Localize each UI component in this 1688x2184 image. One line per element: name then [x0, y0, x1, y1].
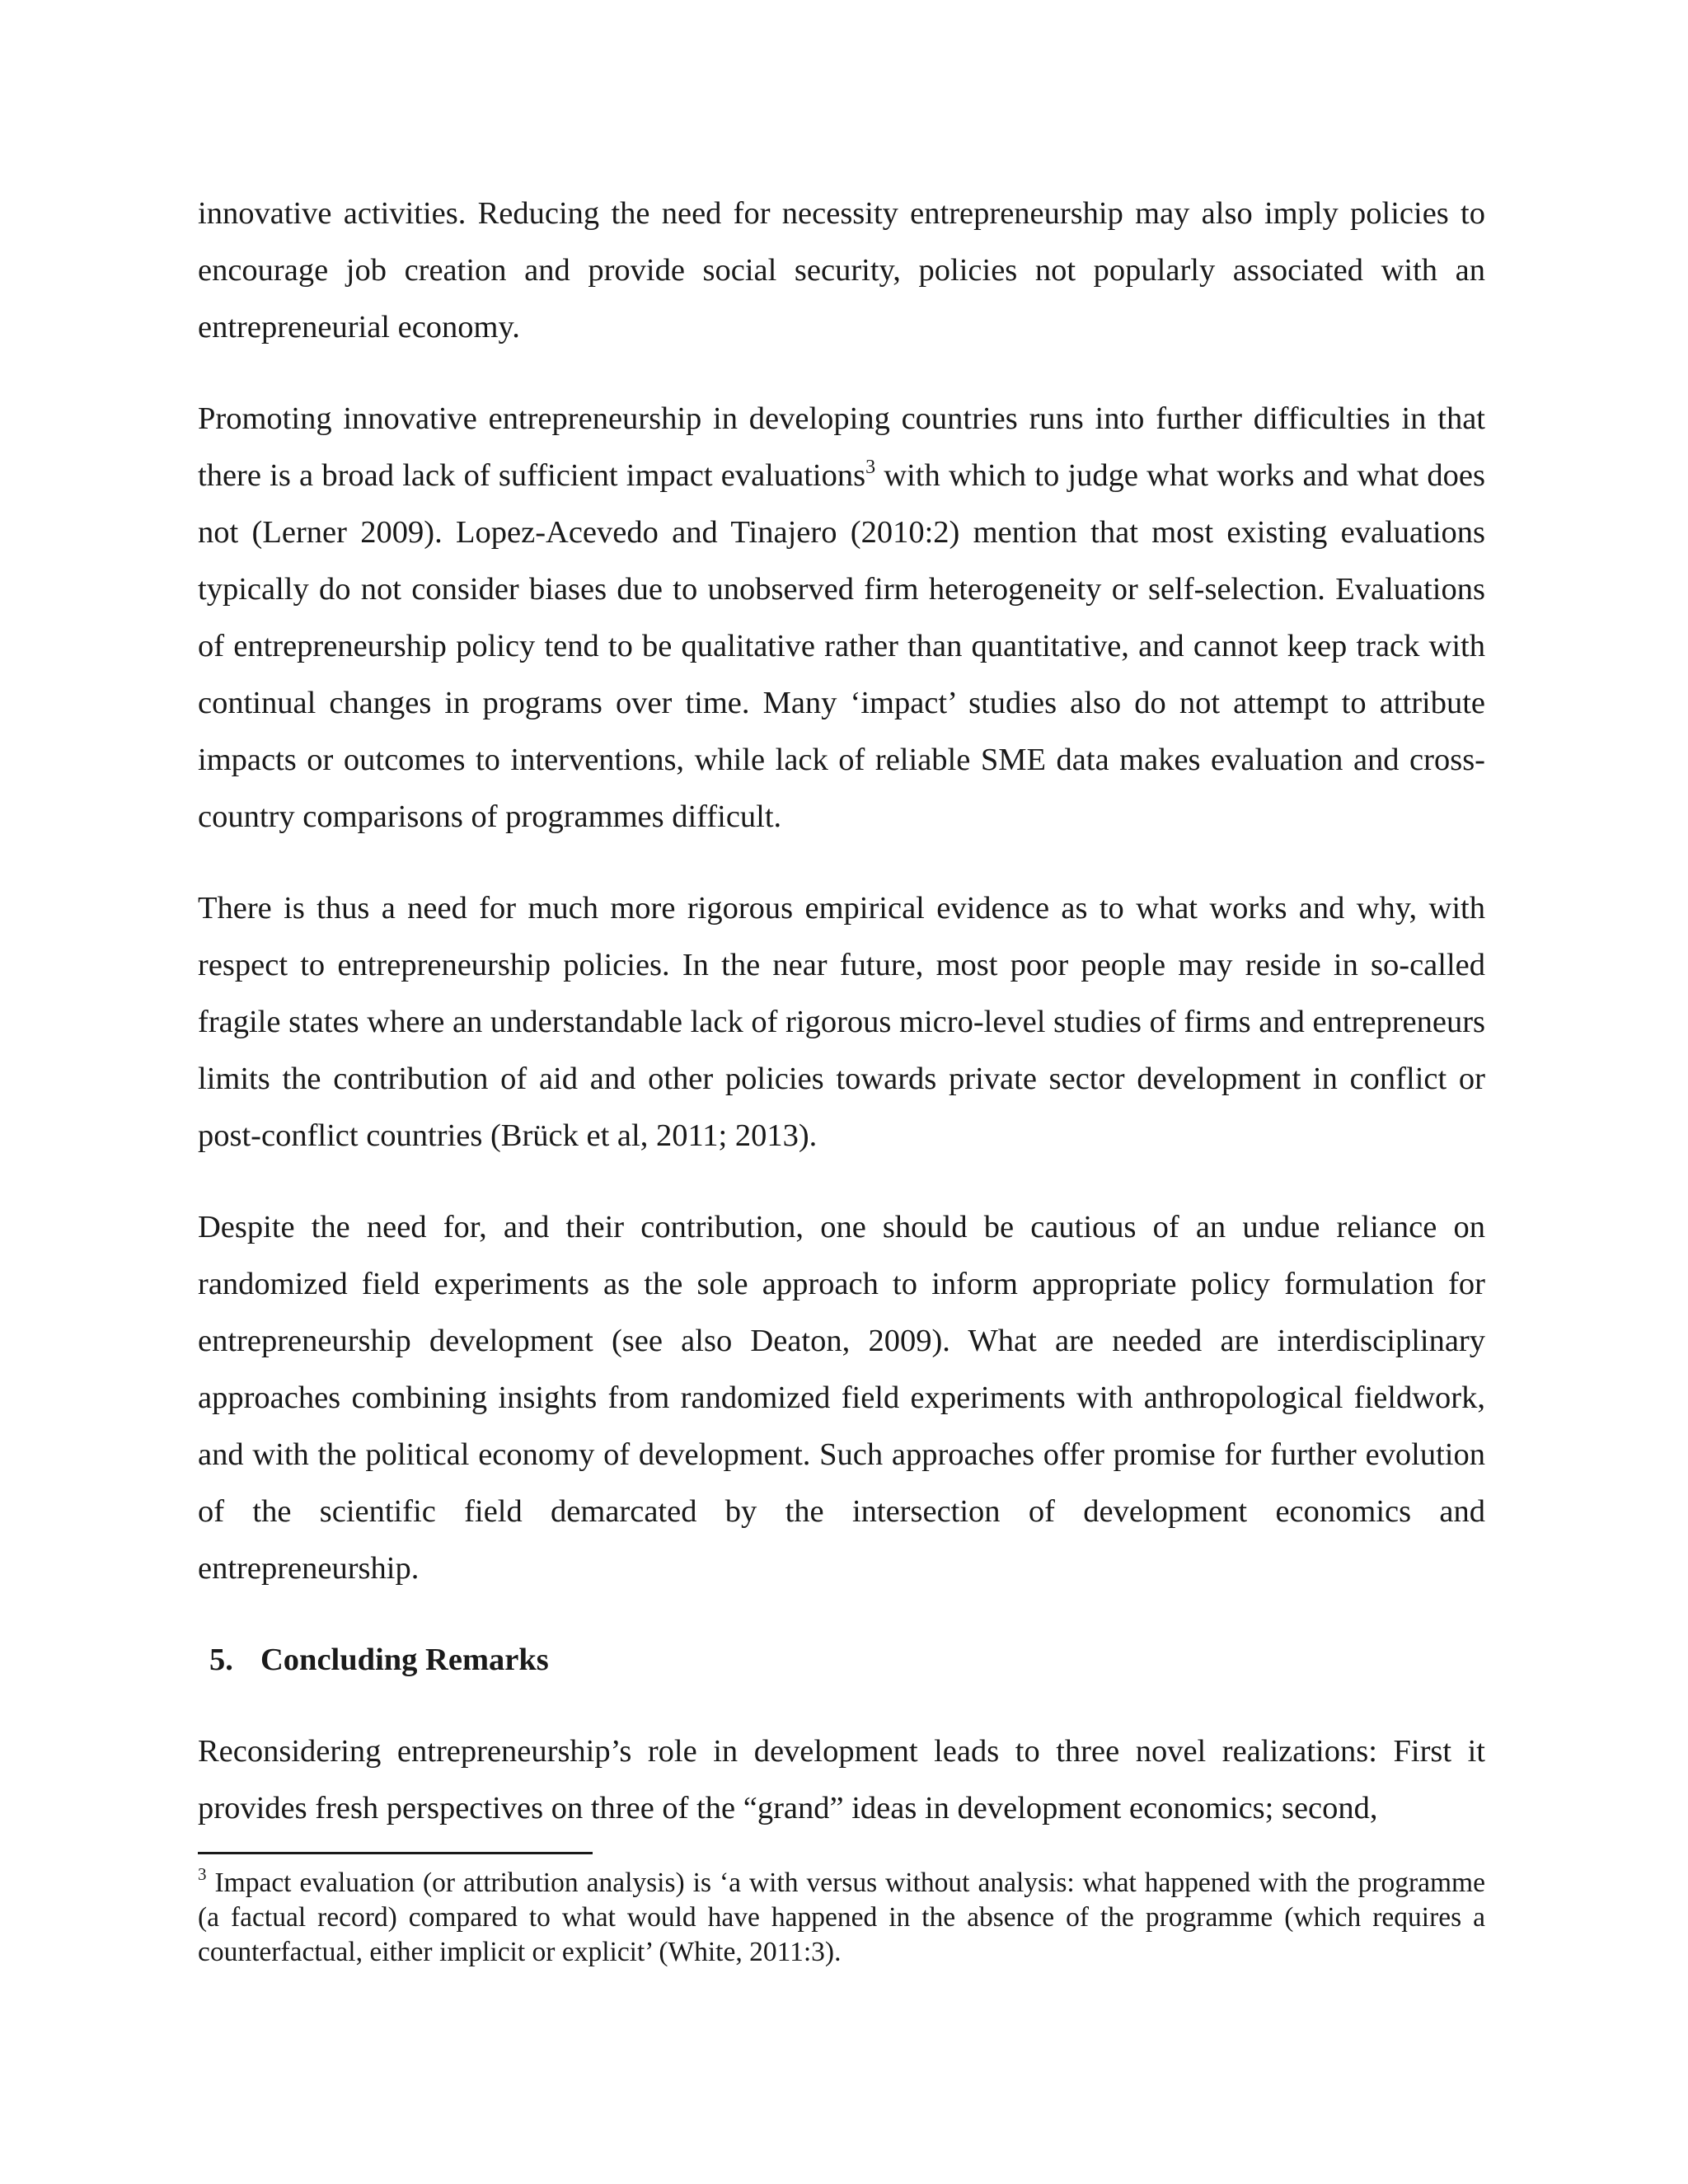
- paragraph-4: Despite the need for, and their contribution, one should be cautious of an undue reliance on randomized field experiments as the sole approach to inform appropriate policy formulation for entrepreneurship development (see also Deaton, 2009). What are needed are interdisciplinary approaches combining insights from randomized field experiments with anthropological fieldwork, and with the political economy of development. Such approaches offer promise for further evolution of the scientific field demarcated by the intersection of development economics and entrepreneurship.: [198, 1210, 1485, 1586]
- paragraph-2-text-after: with which to judge what works and what does not (Lerner 2009). Lopez-Acevedo and Tinajero (2010:2) mention that most existing evaluations typically do not consider biases due to unobserved firm heterogeneity or self-selection. Evaluations of entrepreneurship policy tend to be qualitative rather than quantitative, and cannot keep track with continual changes in programs over time. Many ‘impact’ studies also do not attempt to attribute impacts or outcomes to interventions, while lack of reliable SME data makes evaluation and cross-country comparisons of programmes difficult.: [198, 458, 1485, 834]
- footnote-separator: [198, 1852, 593, 1854]
- footnote-3: [198, 1866, 1485, 1970]
- paragraph-3: There is thus a need for much more rigorous empirical evidence as to what works and why, with respect to entrepreneurship policies. In the near future, most poor people may reside in so-called fragile states where an understandable lack of rigorous micro-level studies of firms and entrepreneurs limits the contribution of aid and other policies towards private sector development in conflict or post-conflict countries (Brück et al, 2011; 2013).: [198, 891, 1485, 1153]
- paragraph-2: [198, 391, 1485, 846]
- paragraph-5: Reconsidering entrepreneurship’s role in development leads to three novel realizations: First it provides fresh perspectives on three of the “grand” ideas in development economics; second,: [198, 1734, 1485, 1825]
- body-text: [198, 185, 1485, 1872]
- footnote-marker: 3: [198, 1864, 207, 1884]
- footnote-text: Impact evaluation (or attribution analysis) is ‘a with versus without analysis: what happened with the programme (a factual record) compared to what would have happened in the absence of the programme (which requires a counterfactual, either implicit or explicit’ (White, 2011:3).: [198, 1868, 1485, 1967]
- section-number: 5.: [209, 1643, 233, 1677]
- footnote-reference-3[interactable]: 3: [865, 457, 876, 478]
- section-title: Concluding Remarks: [260, 1643, 549, 1677]
- section-heading: [198, 1632, 1485, 1689]
- paragraph-1: innovative activities. Reducing the need for necessity entrepreneurship may also imply policies to encourage job creation and provide social security, policies not popularly associated with an entrepreneurial economy.: [198, 196, 1485, 344]
- paragraph-2-text-before: Promoting innovative entrepreneurship in developing countries runs into further difficulties in that there is a broad lack of sufficient impact evaluations: [198, 401, 1485, 493]
